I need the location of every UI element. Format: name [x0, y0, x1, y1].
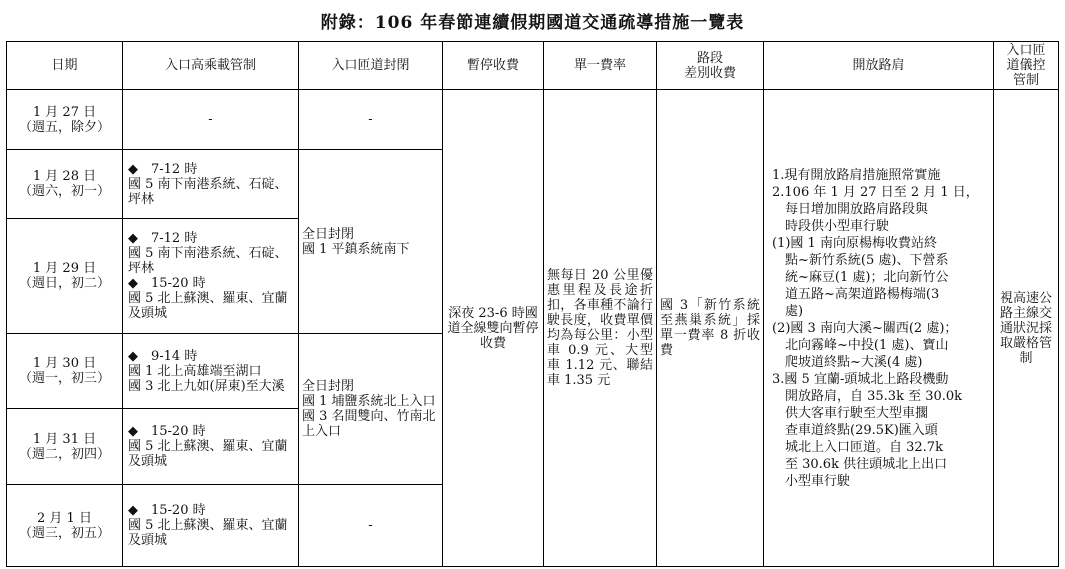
- ramp-close-cell: [299, 334, 443, 485]
- shoulder-line: 1.現有開放路肩措施照常實施: [772, 167, 941, 183]
- hov-line: ◆ 9-14 時: [128, 348, 198, 364]
- hov-cell: [123, 219, 299, 334]
- ramp-close-line: 全日封閉: [302, 226, 355, 242]
- shoulder-line: 2.106 年 1 月 27 日至 2 月 1 日，: [772, 184, 979, 200]
- shoulder-line: 道五路~高架道路楊梅端(3: [772, 286, 940, 302]
- hov-line: ◆ 15-20 時: [128, 503, 206, 518]
- header-diff-toll: [657, 42, 764, 90]
- shoulder-line: 北向霧峰~中投(1 處)、寶山: [772, 337, 949, 353]
- hov-cell: [123, 485, 299, 567]
- ramp-close-cell: [299, 150, 443, 334]
- shoulder-line: 城北上入口匝道。自 32.7k: [772, 439, 943, 455]
- date-cell: [7, 409, 123, 485]
- hov-line: 國 3 北上九如(屏東)至大溪: [128, 378, 285, 394]
- hov-cell: -: [123, 90, 299, 150]
- hov-line: ◆ 15-20 時: [128, 276, 206, 291]
- date-cell: [7, 90, 123, 150]
- shoulder-line: 3.國 5 宜蘭-頭城北上路段機動: [772, 371, 949, 387]
- date-text: 1 月 29 日: [32, 261, 97, 276]
- hov-cell: [123, 409, 299, 485]
- toll-pause-cell: [443, 90, 544, 567]
- ramp-meter-text: 視高速公路主線交通狀況採取嚴格管制: [999, 290, 1052, 366]
- table-row: [7, 90, 1059, 150]
- shoulder-line: 小型車行駛: [772, 473, 851, 489]
- weekday-text: （週日，初二）: [18, 276, 110, 291]
- shoulder-cell: [764, 90, 994, 567]
- shoulder-line: 處): [772, 303, 804, 319]
- diff-toll-cell: [657, 90, 764, 567]
- date-text: 1 月 30 日: [32, 356, 97, 371]
- date-cell: [7, 485, 123, 567]
- header-date: 日期: [7, 42, 123, 90]
- date-text: 1 月 27 日: [32, 104, 97, 120]
- toll-pause-text: 深夜 23-6 時國道全線雙向暫停收費: [447, 305, 539, 351]
- ramp-meter-cell: [994, 90, 1059, 567]
- shoulder-line: 每日增加開放路肩路段與: [772, 201, 929, 217]
- header-toll-pause: 暫停收費: [443, 42, 544, 90]
- shoulder-line: 點~新竹系統(5 處)、下營系: [772, 252, 949, 268]
- date-text: 1 月 31 日: [32, 431, 97, 447]
- date-cell: [7, 219, 123, 334]
- date-text: 1 月 28 日: [32, 169, 97, 184]
- date-text: 2 月 1 日: [37, 510, 92, 526]
- hov-line: 國 5 北上蘇澳、羅東、宜蘭及頭城: [128, 439, 288, 469]
- shoulder-line: 時段供小型車行駛: [772, 218, 890, 234]
- hov-line: ◆ 15-20 時: [128, 424, 206, 439]
- ramp-close-line: 國 1 埔鹽系統北上入口: [302, 394, 436, 409]
- shoulder-line: 至 30.6k 供往頭城北上出口: [772, 456, 948, 472]
- hov-cell: [123, 150, 299, 219]
- ramp-close-line: 全日封閉: [302, 379, 355, 394]
- single-rate-cell: [544, 90, 657, 567]
- diff-toll-text: 國 3「新竹系統至燕巢系統」採單一費率 8 折收費: [660, 298, 760, 358]
- hov-line: 國 5 南下南港系統、石碇、坪林: [128, 246, 288, 276]
- shoulder-line: 查車道終點(29.5K)匯入頭: [772, 422, 938, 438]
- header-shoulder: 開放路肩: [764, 42, 994, 90]
- header-diff-toll-line1: 路段: [696, 50, 723, 66]
- header-ramp-meter-line2: 道儀控: [1006, 58, 1046, 73]
- hov-line: ◆ 7-12 時: [128, 231, 198, 246]
- header-single-rate: 單一費率: [544, 42, 657, 90]
- hov-line: 國 5 南下南港系統、石碇、坪林: [128, 176, 288, 207]
- page-title: 附錄：106 年春節連續假期國道交通疏導措施一覽表: [320, 13, 745, 33]
- header-diff-toll-line2: 差別收費: [683, 65, 736, 81]
- hov-cell: [123, 334, 299, 409]
- header-row: [7, 42, 1059, 90]
- hov-line: 國 5 北上蘇澳、羅東、宜蘭及頭城: [128, 291, 288, 321]
- weekday-text: （週五，除夕）: [18, 119, 110, 135]
- hov-line: 國 5 北上蘇澳、羅東、宜蘭及頭城: [128, 518, 288, 548]
- weekday-text: （週一，初三）: [18, 371, 110, 386]
- header-ramp-meter-line1: 入口匝: [1006, 43, 1046, 58]
- weekday-text: （週三，初五）: [18, 525, 110, 541]
- date-cell: [7, 334, 123, 409]
- shoulder-line: (2)國 3 南向大溪~關西(2 處)；: [772, 320, 958, 336]
- header-hov: 入口高乘載管制: [123, 42, 299, 90]
- header-ramp-close: 入口匝道封閉: [299, 42, 443, 90]
- weekday-text: （週二，初四）: [18, 446, 110, 462]
- hov-line: ◆ 7-12 時: [128, 161, 198, 177]
- weekday-text: （週六，初一）: [18, 184, 110, 199]
- ramp-close-cell: -: [299, 485, 443, 567]
- traffic-measures-table: [6, 41, 1059, 567]
- ramp-close-line: 國 1 平鎮系統南下: [302, 241, 410, 257]
- shoulder-line: 供大客車行駛至大型車擱: [772, 405, 929, 421]
- single-rate-text: 無每日 20 公里優惠里程及長途折扣，各車種不論行駛長度，收費單價均為每公里：小型車 0.9 元、大型車 1.12 元、聯結車 1.35 元: [547, 268, 653, 388]
- header-ramp-meter: [994, 42, 1059, 90]
- date-cell: [7, 150, 123, 219]
- shoulder-line: 開放路肩，自 35.3k 至 30.0k: [772, 388, 963, 404]
- ramp-close-cell: -: [299, 90, 443, 150]
- header-ramp-meter-line3: 管制: [1012, 73, 1039, 88]
- shoulder-line: (1)國 1 南向原楊梅收費站終: [772, 235, 937, 251]
- shoulder-line: 統~麻豆(1 處)；北向新竹公: [772, 269, 949, 285]
- hov-line: 國 1 北上高雄端至湖口: [128, 363, 262, 379]
- ramp-close-line: 國 3 名間雙向、竹南北上入口: [302, 409, 436, 439]
- shoulder-line: 爬坡道終點~大溪(4 處): [772, 354, 923, 370]
